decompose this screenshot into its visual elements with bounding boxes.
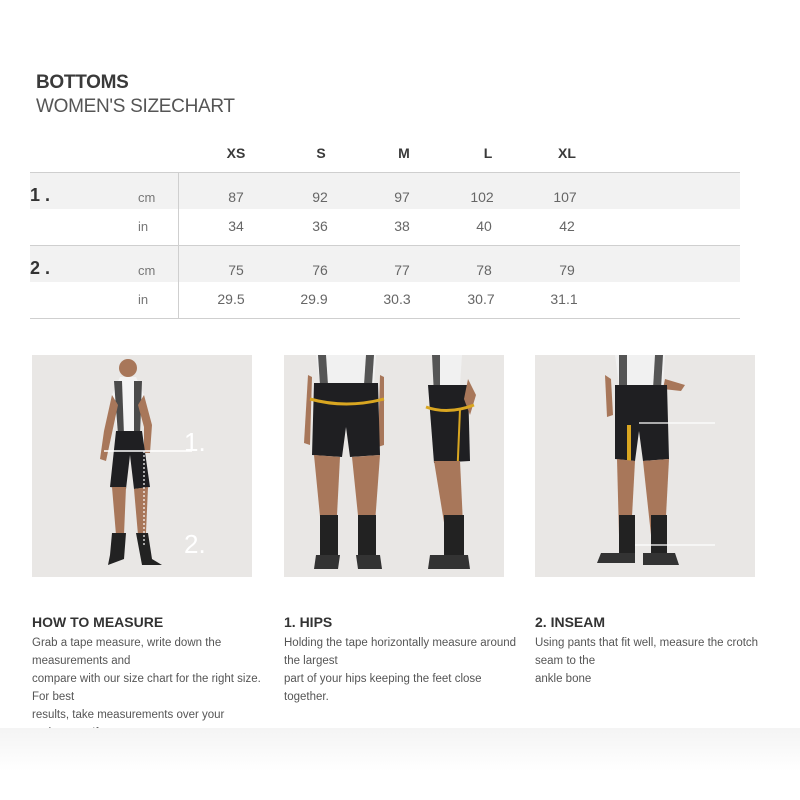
how-to-measure-title: HOW TO MEASURE xyxy=(32,614,164,630)
size-header-m: M xyxy=(398,145,410,161)
row-label-hips: 1 . xyxy=(30,185,51,205)
measure-photo-inseam xyxy=(535,355,755,577)
table-cell: 102 xyxy=(470,189,494,205)
size-header-xs: XS xyxy=(226,145,246,161)
table-cell: 97 xyxy=(394,189,410,205)
table-vertical-divider xyxy=(178,172,179,318)
text-line: compare with our size chart for the right size. For best xyxy=(32,673,261,703)
unit-label: cm xyxy=(138,263,156,278)
size-header-s: S xyxy=(316,145,326,161)
size-header-xl: XL xyxy=(558,145,576,161)
table-cell: 29.5 xyxy=(217,291,245,307)
page-title: BOTTOMS xyxy=(36,72,129,93)
table-cell: 40 xyxy=(476,218,492,234)
marker-2: 2. xyxy=(184,529,206,559)
table-cell: 76 xyxy=(312,262,328,278)
table-cell: 29.9 xyxy=(300,291,328,307)
table-cell: 36 xyxy=(312,218,328,234)
table-cell: 31.1 xyxy=(550,291,578,307)
measure-photo-hips xyxy=(284,355,504,577)
unit-label: in xyxy=(138,219,149,234)
table-cell: 38 xyxy=(394,218,410,234)
inseam-text xyxy=(535,634,770,688)
table-cell: 30.3 xyxy=(383,291,411,307)
row-label-inseam: 2 . xyxy=(30,258,51,278)
hips-illustration xyxy=(284,355,504,577)
model-illustration xyxy=(32,355,252,577)
inseam-title: 2. INSEAM xyxy=(535,614,606,630)
row-shade xyxy=(30,173,740,209)
table-cell: 79 xyxy=(559,262,575,278)
table-cell: 77 xyxy=(394,262,410,278)
page-subtitle: WOMEN'S SIZECHART xyxy=(36,96,235,117)
size-header-l: L xyxy=(483,145,493,161)
table-cell: 34 xyxy=(228,218,244,234)
hips-text xyxy=(284,634,519,706)
text-line: part of your hips keeping the feet close together. xyxy=(284,673,482,703)
text-line: Holding the tape horizontally measure around the largest xyxy=(284,637,517,667)
table-cell: 107 xyxy=(553,189,577,205)
table-cell: 78 xyxy=(476,262,492,278)
measure-photo-overview xyxy=(32,355,252,577)
text-line: results, take measurements over your xyxy=(32,709,225,721)
table-cell: 75 xyxy=(228,262,244,278)
row-shade xyxy=(30,246,740,282)
table-cell: 92 xyxy=(312,189,328,205)
text-line: Grab a tape measure, write down the measurements and xyxy=(32,637,222,667)
text-line: ankle bone xyxy=(535,673,592,685)
table-divider xyxy=(30,318,740,319)
marker-1: 1. xyxy=(184,427,206,457)
table-cell: 42 xyxy=(559,218,575,234)
bottom-fade xyxy=(0,728,800,800)
unit-label: in xyxy=(138,292,149,307)
table-cell: 30.7 xyxy=(467,291,495,307)
inseam-illustration xyxy=(535,355,755,577)
unit-label: cm xyxy=(138,190,156,205)
table-cell: 87 xyxy=(228,189,244,205)
hips-title: 1. HIPS xyxy=(284,614,333,630)
text-line: Using pants that fit well, measure the crotch seam to the xyxy=(535,637,759,667)
